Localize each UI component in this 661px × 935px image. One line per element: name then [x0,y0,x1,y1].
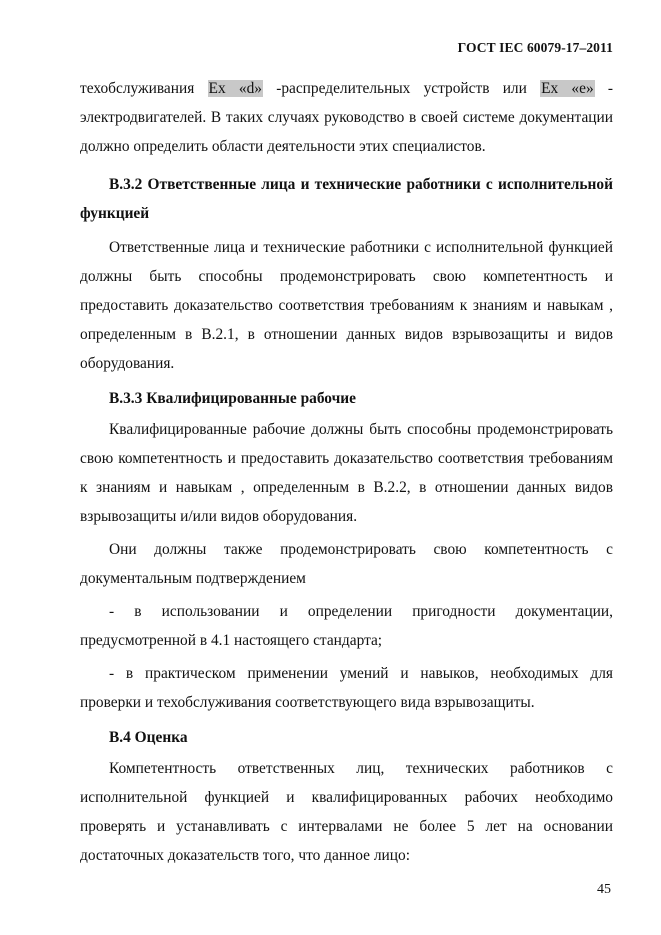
intro-text-1: техобслуживания [80,80,195,97]
section-b33-paragraph-1: Квалифицированные рабочие должны быть способны продемонстрировать свою компетентность и предоставить доказательство соответствия требованиям к знаниям и навыкам , определенным в В.2.2, в отношении данных видов взрывозащиты и/или видов оборудования. [80,421,613,525]
section-b33-heading: В.3.3 Квалифицированные рабочие [109,390,356,407]
ex-d-highlight: Ex «d» [208,80,262,97]
section-b4-paragraph: Компетентность ответственных лиц, технических работников с исполнительной функцией и квалифицированных рабочих необходимо проверять и устанавливать с интервалами не более 5 лет на основании достаточных доказательств того, что данное лицо: [80,760,613,864]
intro-text-2: -распределительных устройств или [276,80,527,97]
section-b33-bullet-1: - в использовании и определении пригодности документации, предусмотренной в 4.1 настоящего стандарта; [80,603,613,649]
section-b33-bullet-2: - в практическом применении умений и навыков, необходимых для проверки и техобслуживания соответствующего вида взрывозащиты. [80,665,613,711]
document-body [80,74,613,870]
section-b33-paragraph-2: Они должны также продемонстрировать свою компетентность с документальным подтверждением [80,541,613,587]
standard-header: ГОСТ IEC 60079-17–2011 [457,40,613,55]
intro-text-3: - электродвигателей. В таких случаях руководство в своей системе документации должно определить области деятельности этих специалистов. [80,80,614,155]
page-number: 45 [597,882,611,897]
section-b32-paragraph: Ответственные лица и технические работники с исполнительной функцией должны быть способны продемонстрировать свою компетентность и предоставить доказательство соответствия требованиям к знаниям и навыкам , определенным в В.2.1, в отношении данных видов взрывозащиты и видов оборудования. [80,239,613,372]
intro-paragraph [80,74,613,161]
section-b32-heading: В.3.2 Ответственные лица и технические работники с исполнительной функцией [80,176,613,222]
section-b4-heading: В.4 Оценка [109,729,188,746]
ex-e-highlight: Ex «e» [541,80,594,97]
